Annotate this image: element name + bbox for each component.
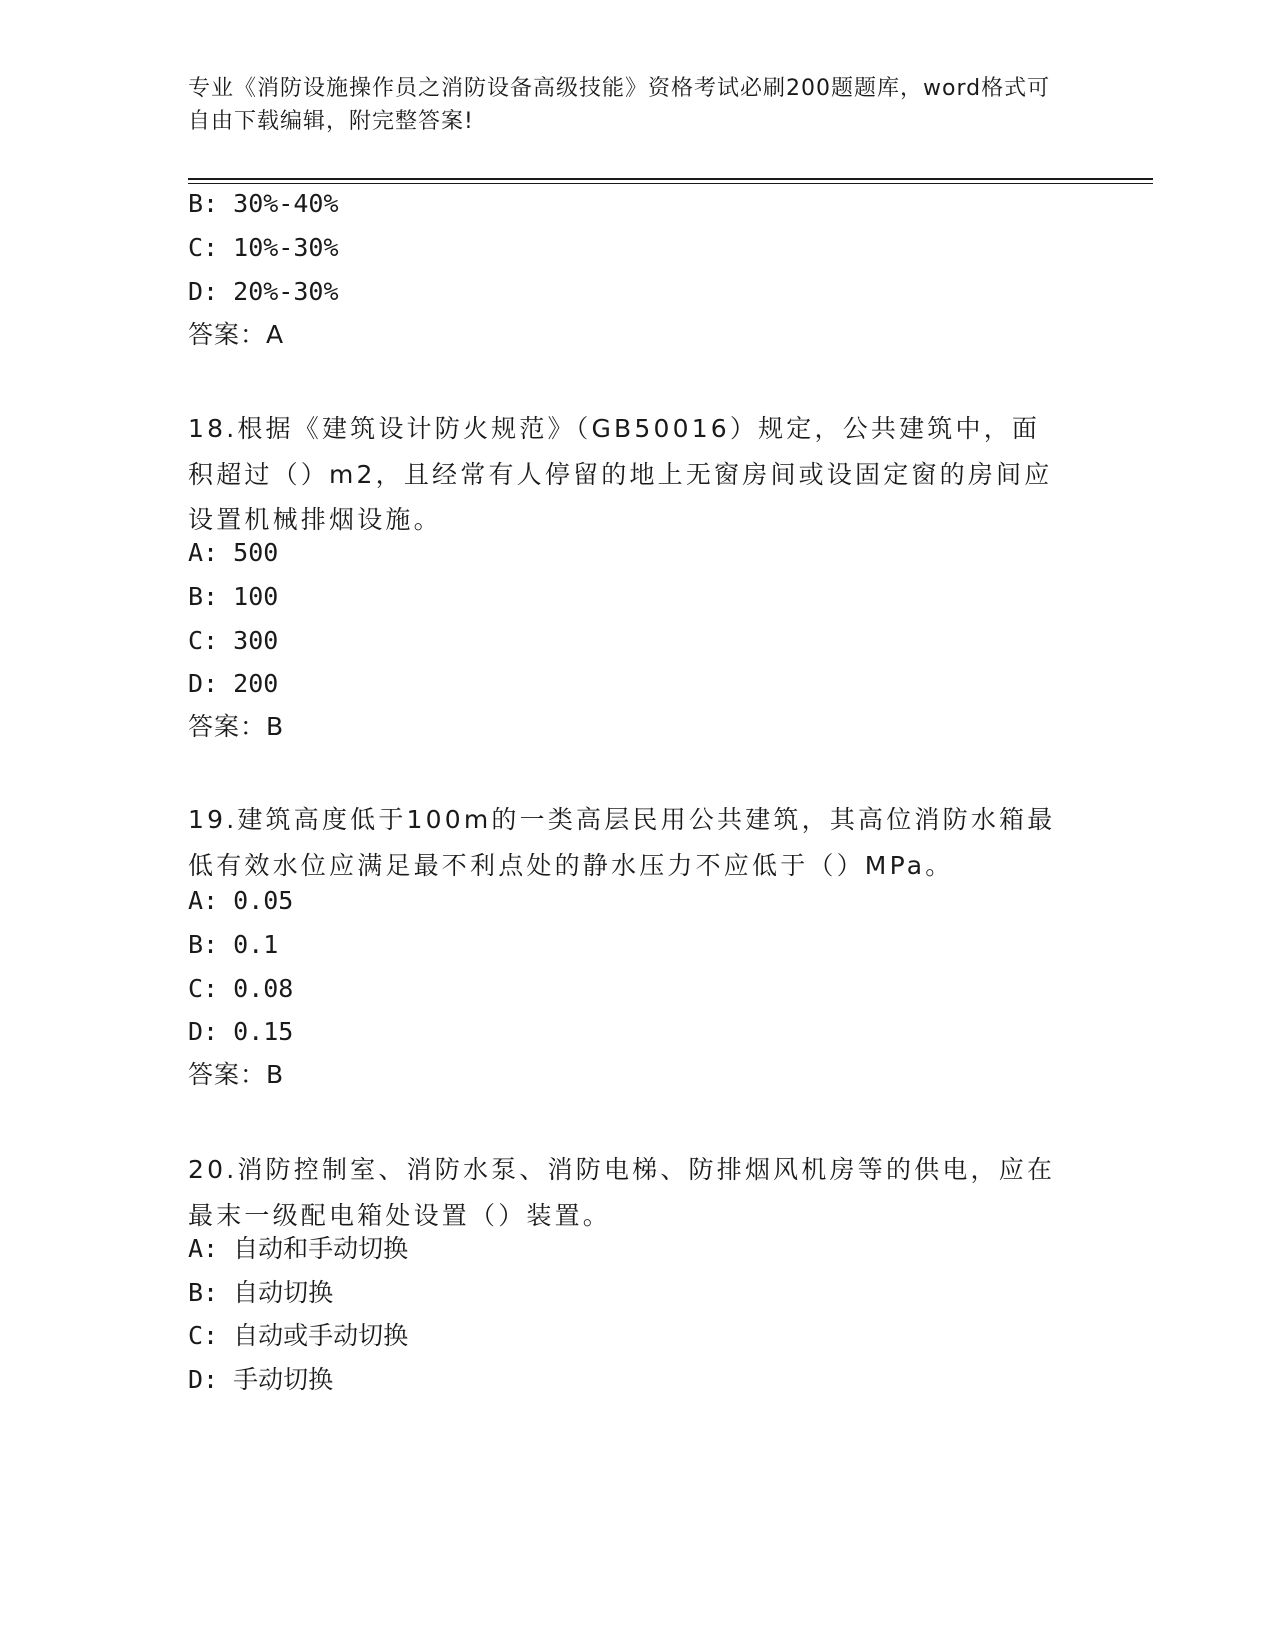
q17-option-b: B: 30%-40% — [188, 189, 339, 218]
q20-option-d: D: 手动切换 — [188, 1365, 334, 1394]
q18-question: 18.根据《建筑设计防火规范》（GB50016）规定，公共建筑中，面积超过（）m2，且经常有人停留的地上无窗房间或设固定窗的房间应设置机械排烟设施。 — [188, 414, 1053, 534]
q19-option-a: A: 0.05 — [188, 886, 294, 915]
q18-option-a: A: 500 — [188, 538, 279, 567]
q20-option-b: B: 自动切换 — [188, 1278, 334, 1307]
q17-answer: 答案：A — [188, 320, 285, 349]
q18-option-b: B: 100 — [188, 582, 279, 611]
q19-question: 19.建筑高度低于100m的一类高层民用公共建筑，其高位消防水箱最低有效水位应满足最不利点处的静水压力不应低于（）MPa。 — [188, 805, 1056, 880]
q17-option-d: D: 20%-30% — [188, 277, 339, 306]
q20-option-a: A: 自动和手动切换 — [188, 1234, 409, 1263]
q19-option-d: D: 0.15 — [188, 1017, 294, 1046]
document-header: 专业《消防设施操作员之消防设备高级技能》资格考试必刷200题题库，word格式可自由下载编辑，附完整答案! — [188, 76, 1051, 134]
q18-answer: 答案：B — [188, 712, 285, 741]
q18-option-c: C: 300 — [188, 626, 279, 655]
q19-answer: 答案：B — [188, 1060, 285, 1089]
q20-option-c: C: 自动或手动切换 — [188, 1321, 409, 1350]
q19-option-c: C: 0.08 — [188, 974, 294, 1003]
header-divider-thin — [188, 183, 1153, 184]
q20-question: 20.消防控制室、消防水泵、消防电梯、防排烟风机房等的供电，应在最末一级配电箱处设置（）装置。 — [188, 1155, 1056, 1230]
q18-option-d: D: 200 — [188, 669, 279, 698]
header-divider — [188, 178, 1153, 180]
q17-option-c: C: 10%-30% — [188, 233, 339, 262]
q19-option-b: B: 0.1 — [188, 930, 279, 959]
